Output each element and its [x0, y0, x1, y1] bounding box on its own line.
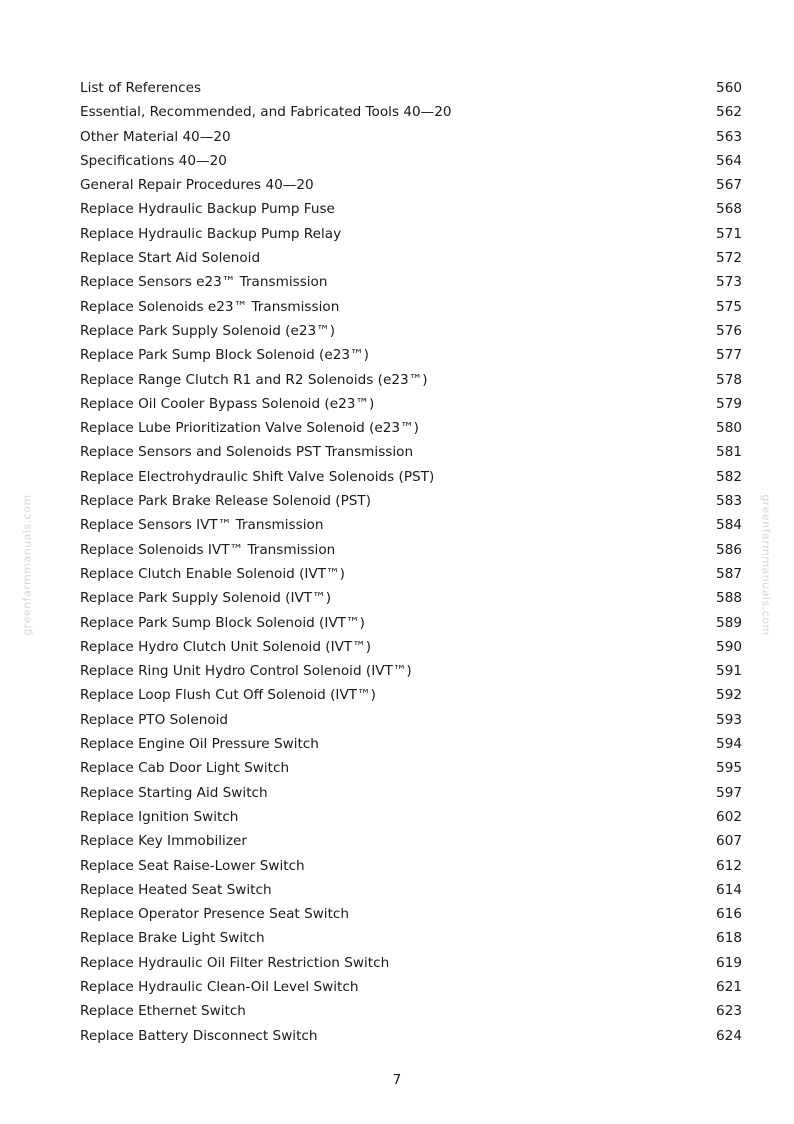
- toc-entry-title: Replace Park Sump Block Solenoid (IVT™): [80, 614, 365, 631]
- toc-entry-page: 572: [716, 250, 742, 267]
- toc-entry[interactable]: [80, 756, 742, 780]
- toc-entry-page: 612: [716, 857, 742, 874]
- toc-entry[interactable]: [80, 76, 742, 100]
- toc-entry-title: Replace Park Supply Solenoid (e23™): [80, 322, 336, 339]
- toc-entry[interactable]: [80, 465, 742, 489]
- toc-entry-title: Replace Hydraulic Backup Pump Fuse: [80, 201, 335, 218]
- toc-entry[interactable]: [80, 635, 742, 659]
- toc-entry[interactable]: [80, 829, 742, 853]
- toc-entry-title: Replace Sensors IVT™ Transmission: [80, 517, 324, 534]
- toc-entry[interactable]: [80, 708, 742, 732]
- toc-entry-page: 623: [716, 1003, 742, 1020]
- toc-entry-page: 624: [716, 1027, 742, 1044]
- toc-entry-page: 586: [716, 541, 742, 558]
- toc-entry-title: Replace Range Clutch R1 and R2 Solenoids (e23™): [80, 371, 428, 388]
- toc-entry-title: List of References: [80, 80, 202, 96]
- toc-entry[interactable]: [80, 805, 742, 829]
- toc-entry[interactable]: [80, 513, 742, 537]
- toc-entry-page: 580: [716, 420, 742, 437]
- toc-entry-title: General Repair Procedures 40—20: [80, 177, 314, 194]
- toc-entry[interactable]: [80, 489, 742, 513]
- toc-entry[interactable]: [80, 781, 742, 805]
- toc-entry-title: Replace Hydraulic Backup Pump Relay: [80, 225, 342, 242]
- toc-entry-page: 563: [716, 128, 742, 145]
- toc-entry[interactable]: [80, 999, 742, 1023]
- toc-entry-title: Replace Operator Presence Seat Switch: [80, 906, 350, 923]
- toc-entry-title: Essential, Recommended, and Fabricated Tools 40—20: [80, 104, 452, 121]
- toc-entry-page: 590: [716, 638, 742, 655]
- toc-entry-page: 602: [716, 808, 742, 825]
- toc-entry[interactable]: [80, 416, 742, 440]
- toc-entry[interactable]: [80, 197, 742, 221]
- toc-entry-page: 584: [716, 517, 742, 534]
- toc-entry-title: Replace Sensors and Solenoids PST Transmission: [80, 444, 414, 461]
- toc-entry-title: Replace Starting Aid Switch: [80, 784, 268, 801]
- toc-entry-page: 621: [716, 978, 742, 995]
- toc-entry[interactable]: [80, 562, 742, 586]
- toc-entry[interactable]: [80, 246, 742, 270]
- toc-entry[interactable]: [80, 538, 742, 562]
- toc-entry-title: Replace Hydraulic Oil Filter Restriction Switch: [80, 954, 390, 971]
- toc-entry[interactable]: [80, 440, 742, 464]
- toc-entry-page: 582: [716, 468, 742, 485]
- toc-entry-page: 587: [716, 565, 742, 582]
- toc-entry[interactable]: [80, 149, 742, 173]
- page-number: 7: [392, 1072, 402, 1088]
- toc-entry-title: Replace Key Immobilizer: [80, 833, 247, 850]
- toc-entry[interactable]: [80, 125, 742, 149]
- watermark-right: greenfarmmanuals.com: [759, 494, 773, 636]
- toc-entry-page: 618: [716, 930, 742, 947]
- toc-entry-page: 560: [716, 80, 742, 96]
- toc-entry-page: 593: [716, 711, 742, 728]
- toc-entry[interactable]: [80, 586, 742, 610]
- toc-entry-title: Replace Seat Raise-Lower Switch: [80, 857, 305, 874]
- toc-entry-page: 577: [716, 347, 742, 364]
- toc-entry-page: 597: [716, 784, 742, 801]
- toc-entry-title: Replace Lube Prioritization Valve Solenoid (e23™): [80, 420, 419, 437]
- toc-entry[interactable]: [80, 100, 742, 124]
- toc-entry[interactable]: [80, 295, 742, 319]
- toc-entry[interactable]: [80, 683, 742, 707]
- toc-entry-page: 592: [716, 687, 742, 704]
- toc-entry-page: 571: [716, 225, 742, 242]
- toc-entry-title: Replace Ignition Switch: [80, 808, 239, 825]
- toc-entry-page: 562: [716, 104, 742, 121]
- toc-entry[interactable]: [80, 319, 742, 343]
- toc-entry[interactable]: [80, 368, 742, 392]
- toc-entry[interactable]: [80, 270, 742, 294]
- table-of-contents: [80, 76, 742, 1048]
- toc-entry-page: 588: [716, 590, 742, 607]
- toc-entry[interactable]: [80, 1024, 742, 1048]
- toc-entry[interactable]: [80, 878, 742, 902]
- toc-entry-title: Replace Sensors e23™ Transmission: [80, 274, 328, 291]
- toc-entry-page: 564: [716, 152, 742, 169]
- toc-entry-page: 567: [716, 177, 742, 194]
- toc-entry-title: Replace Electrohydraulic Shift Valve Solenoids (PST): [80, 468, 435, 485]
- toc-entry-page: 619: [716, 954, 742, 971]
- toc-entry[interactable]: [80, 392, 742, 416]
- toc-entry-title: Specifications 40—20: [80, 152, 227, 169]
- toc-entry-title: Replace Start Aid Solenoid: [80, 250, 261, 267]
- toc-entry-page: 614: [716, 881, 742, 898]
- toc-entry-title: Replace Park Brake Release Solenoid (PST): [80, 493, 372, 510]
- toc-entry-title: Replace Ethernet Switch: [80, 1003, 246, 1020]
- toc-entry[interactable]: [80, 975, 742, 999]
- toc-entry-title: Replace Park Supply Solenoid (IVT™): [80, 590, 331, 607]
- toc-entry-title: Replace Solenoids e23™ Transmission: [80, 298, 340, 315]
- watermark-left: greenfarmmanuals.com: [20, 494, 34, 636]
- toc-entry[interactable]: [80, 222, 742, 246]
- toc-entry[interactable]: [80, 343, 742, 367]
- toc-entry-title: Replace Ring Unit Hydro Control Solenoid (IVT™): [80, 663, 412, 680]
- toc-entry-title: Replace Cab Door Light Switch: [80, 760, 290, 777]
- toc-entry[interactable]: [80, 926, 742, 950]
- toc-entry-page: 594: [716, 736, 742, 753]
- toc-entry-title: Replace Battery Disconnect Switch: [80, 1027, 318, 1044]
- toc-entry-page: 576: [716, 322, 742, 339]
- toc-entry-title: Replace Loop Flush Cut Off Solenoid (IVT™): [80, 687, 376, 704]
- toc-entry[interactable]: [80, 902, 742, 926]
- toc-entry-page: 579: [716, 395, 742, 412]
- toc-entry-title: Replace Hydraulic Clean-Oil Level Switch: [80, 978, 359, 995]
- toc-entry[interactable]: [80, 951, 742, 975]
- toc-entry-page: 583: [716, 493, 742, 510]
- toc-entry-page: 581: [716, 444, 742, 461]
- toc-entry[interactable]: [80, 854, 742, 878]
- toc-entry-page: 575: [716, 298, 742, 315]
- toc-entry-page: 607: [716, 833, 742, 850]
- toc-entry[interactable]: [80, 611, 742, 635]
- toc-entry-title: Replace Clutch Enable Solenoid (IVT™): [80, 565, 345, 582]
- toc-entry-title: Replace Solenoids IVT™ Transmission: [80, 541, 336, 558]
- toc-entry-title: Replace Oil Cooler Bypass Solenoid (e23™): [80, 395, 375, 412]
- toc-entry-page: 591: [716, 663, 742, 680]
- toc-entry[interactable]: [80, 732, 742, 756]
- toc-entry-page: 568: [716, 201, 742, 218]
- toc-entry-title: Replace Heated Seat Switch: [80, 881, 272, 898]
- toc-entry-title: Replace Engine Oil Pressure Switch: [80, 736, 319, 753]
- toc-entry-title: Replace Hydro Clutch Unit Solenoid (IVT™): [80, 638, 372, 655]
- toc-entry-page: 589: [716, 614, 742, 631]
- toc-entry-title: Other Material 40—20: [80, 128, 231, 145]
- toc-entry-title: Replace Park Sump Block Solenoid (e23™): [80, 347, 369, 364]
- toc-entry-page: 578: [716, 371, 742, 388]
- toc-entry-title: Replace PTO Solenoid: [80, 711, 229, 728]
- toc-entry-title: Replace Brake Light Switch: [80, 930, 265, 947]
- toc-entry[interactable]: [80, 173, 742, 197]
- toc-entry-page: 595: [716, 760, 742, 777]
- toc-entry-page: 616: [716, 906, 742, 923]
- toc-entry-page: 573: [716, 274, 742, 291]
- toc-entry[interactable]: [80, 659, 742, 683]
